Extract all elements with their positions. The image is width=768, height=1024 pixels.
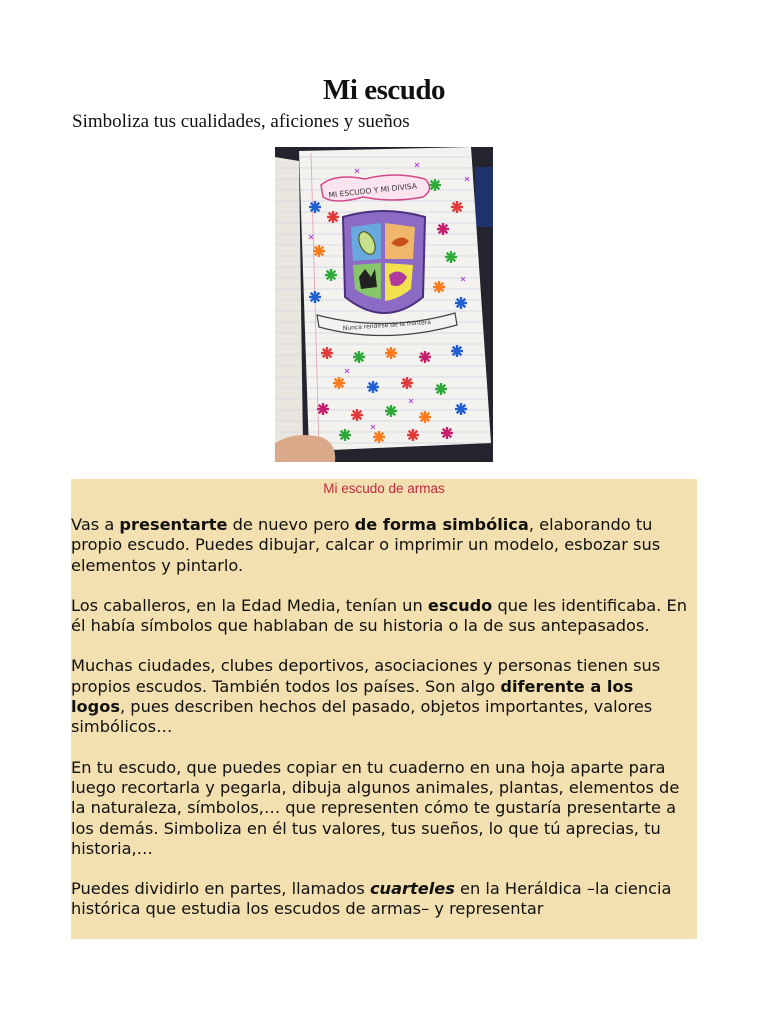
panel-caption: Mi escudo de armas [323,481,445,496]
shield-drawing [275,147,493,462]
activity-panel [71,479,697,939]
paragraph-4: En tu escudo, que puedes copiar en tu cuaderno en una hoja aparte para luego recortarla y pegarla, dibuja algunos animales, plantas, elementos de la naturaleza, símbolos,… que representen cómo te gustaría presentarte a los demás. Simboliza en él tus valores, tus sueños, lo que tú aprecias, tu historia,… [71,757,680,858]
motto-text: Nunca rendirse de la frontera [342,318,432,333]
page-title: Mi escudo [323,74,445,106]
notebook-shield-photo [275,147,493,462]
paragraph-5: Puedes dividirlo en partes, llamados cuarteles en la Heráldica –la ciencia histórica que estudia los escudos de armas– y representar [71,879,672,919]
paragraph-3: Muchas ciudades, clubes deportivos, asociaciones y personas tienen sus propios escudos. También todos los países. Son algo diferente a los logos, pues describen hechos del pasado, objetos importantes, valores simbólicos… [71,656,661,737]
banner-text: MI ESCUDO Y MI DIVISA [328,181,418,200]
paragraph-2: Los caballeros, en la Edad Media, tenían un escudo que les identificaba. En él había símbolos que hablaban de su historia o la de sus antepasados. [71,595,687,636]
page-subtitle: Simboliza tus cualidades, aficiones y sueños [72,111,410,132]
paragraph-1: Vas a presentarte de nuevo pero de forma simbólica, elaborando tu propio escudo. Puedes dibujar, calcar o imprimir un modelo, esbozar sus elementos y pintarlo. [71,515,661,575]
